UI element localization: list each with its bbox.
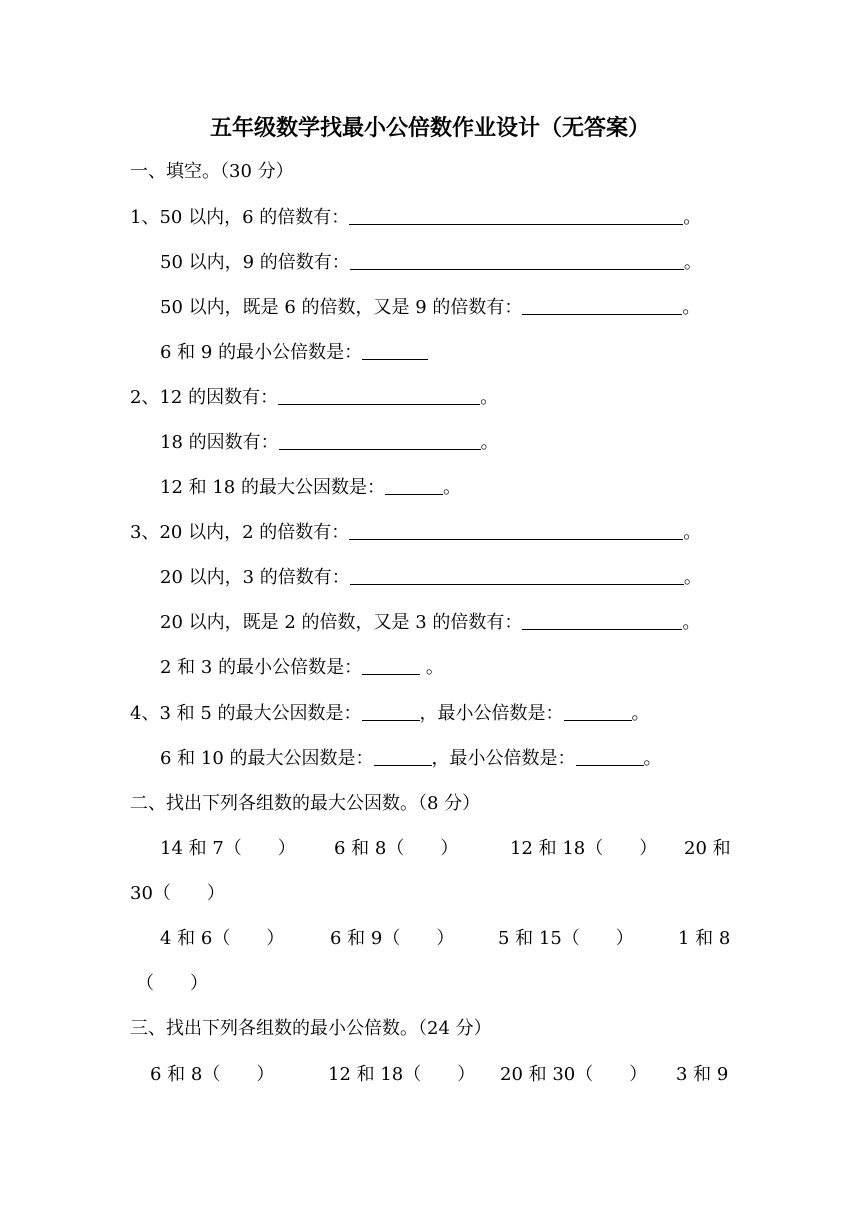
- s2-row2: [0, 927, 860, 951]
- s2-row1-item: 14 和 7（ ）: [160, 838, 296, 859]
- q2c-text: 12 和 18 的最大公因数是：: [160, 477, 385, 498]
- q2b-text: 18 的因数有：: [160, 432, 279, 453]
- q1d-line: [160, 341, 428, 365]
- q1d-text: 6 和 9 的最小公倍数是：: [160, 342, 363, 363]
- q1b-blank[interactable]: [350, 251, 684, 270]
- s2-row1-item: 12 和 18（ ）: [510, 838, 658, 859]
- period: 。: [480, 387, 499, 408]
- q2a-blank[interactable]: [278, 386, 480, 405]
- q1c-line: [160, 296, 700, 320]
- q1a-line: [130, 206, 701, 230]
- period: 。: [683, 567, 702, 588]
- q3d-text: 2 和 3 的最小公倍数是：: [160, 657, 363, 678]
- q4a-blank1[interactable]: [362, 702, 420, 721]
- q4a-text2: ，最小公倍数是：: [419, 703, 564, 724]
- s3-row1-item: 3 和 9: [676, 1064, 729, 1085]
- period: 。: [683, 522, 702, 543]
- q2c-blank[interactable]: [385, 476, 443, 495]
- q1c-blank[interactable]: [522, 296, 682, 315]
- q3b-text: 20 以内，3 的倍数有：: [160, 567, 350, 588]
- q3b-blank[interactable]: [350, 566, 684, 585]
- section1-heading: 一、填空。（30 分）: [130, 161, 294, 182]
- q2a-line: [130, 386, 498, 410]
- q2c-line: [160, 476, 461, 500]
- s2-row2-item: 1 和 8: [678, 928, 731, 949]
- q4b-blank1[interactable]: [374, 747, 432, 766]
- s2-row2-item: 5 和 15（ ）: [498, 928, 634, 949]
- q1b-text: 50 以内，9 的倍数有：: [160, 252, 350, 273]
- period: 。: [631, 703, 650, 724]
- period: 。: [683, 207, 702, 228]
- q1a-blank[interactable]: [349, 206, 683, 225]
- q2b-line: [160, 431, 499, 455]
- q3a-line: [130, 521, 701, 545]
- page-title: 五年级数学找最小公倍数作业设计（无答案）: [209, 115, 650, 141]
- period: 。: [682, 297, 701, 318]
- q2a-text: 2、12 的因数有：: [130, 387, 279, 408]
- section2-heading: 二、找出下列各组数的最大公因数。（8 分）: [130, 793, 481, 814]
- s2-row2-item: 4 和 6（ ）: [160, 928, 285, 949]
- q4b-blank2[interactable]: [576, 747, 644, 766]
- q3c-text: 20 以内，既是 2 的倍数，又是 3 的倍数有：: [160, 612, 523, 633]
- s2-row1-wrap: 30（ ）: [130, 883, 225, 904]
- q1d-blank[interactable]: [362, 341, 428, 360]
- q3d-line: [160, 656, 444, 680]
- period: 。: [643, 748, 662, 769]
- s2-row1-item: 6 和 8（ ）: [334, 838, 459, 859]
- q1c-text: 50 以内，既是 6 的倍数，又是 9 的倍数有：: [160, 297, 523, 318]
- q3c-line: [160, 611, 700, 635]
- q4b-line: [160, 747, 662, 771]
- s3-row1-item: 20 和 30（ ）: [500, 1064, 648, 1085]
- q3a-text: 3、20 以内，2 的倍数有：: [130, 522, 350, 543]
- q4a-blank2[interactable]: [564, 702, 632, 721]
- s2-row2-wrap: （ ）: [136, 973, 208, 994]
- s3-row1: [0, 1063, 860, 1087]
- period: 。: [682, 612, 701, 633]
- period: 。: [425, 657, 444, 678]
- q3a-blank[interactable]: [349, 521, 683, 540]
- period: 。: [480, 432, 499, 453]
- q4a-line: [130, 702, 650, 726]
- s3-row1-item: 6 和 8（ ）: [150, 1064, 275, 1085]
- q1a-text: 1、50 以内，6 的倍数有：: [130, 207, 350, 228]
- q4b-text1: 6 和 10 的最大公因数是：: [160, 748, 374, 769]
- s2-row1: [0, 837, 860, 861]
- period: 。: [683, 252, 702, 273]
- q2b-blank[interactable]: [279, 431, 481, 450]
- q3b-line: [160, 566, 702, 590]
- s3-row1-item: 12 和 18（ ）: [328, 1064, 476, 1085]
- section3-heading: 三、找出下列各组数的最小公倍数。（24 分）: [130, 1018, 492, 1039]
- q3c-blank[interactable]: [522, 611, 682, 630]
- s2-row2-item: 6 和 9（ ）: [330, 928, 455, 949]
- q4a-text1: 4、3 和 5 的最大公因数是：: [130, 703, 362, 724]
- period: 。: [442, 477, 461, 498]
- q1b-line: [160, 251, 702, 275]
- q3d-blank[interactable]: [362, 656, 420, 675]
- q4b-text2: ，最小公倍数是：: [431, 748, 576, 769]
- s2-row1-item: 20 和: [684, 838, 731, 859]
